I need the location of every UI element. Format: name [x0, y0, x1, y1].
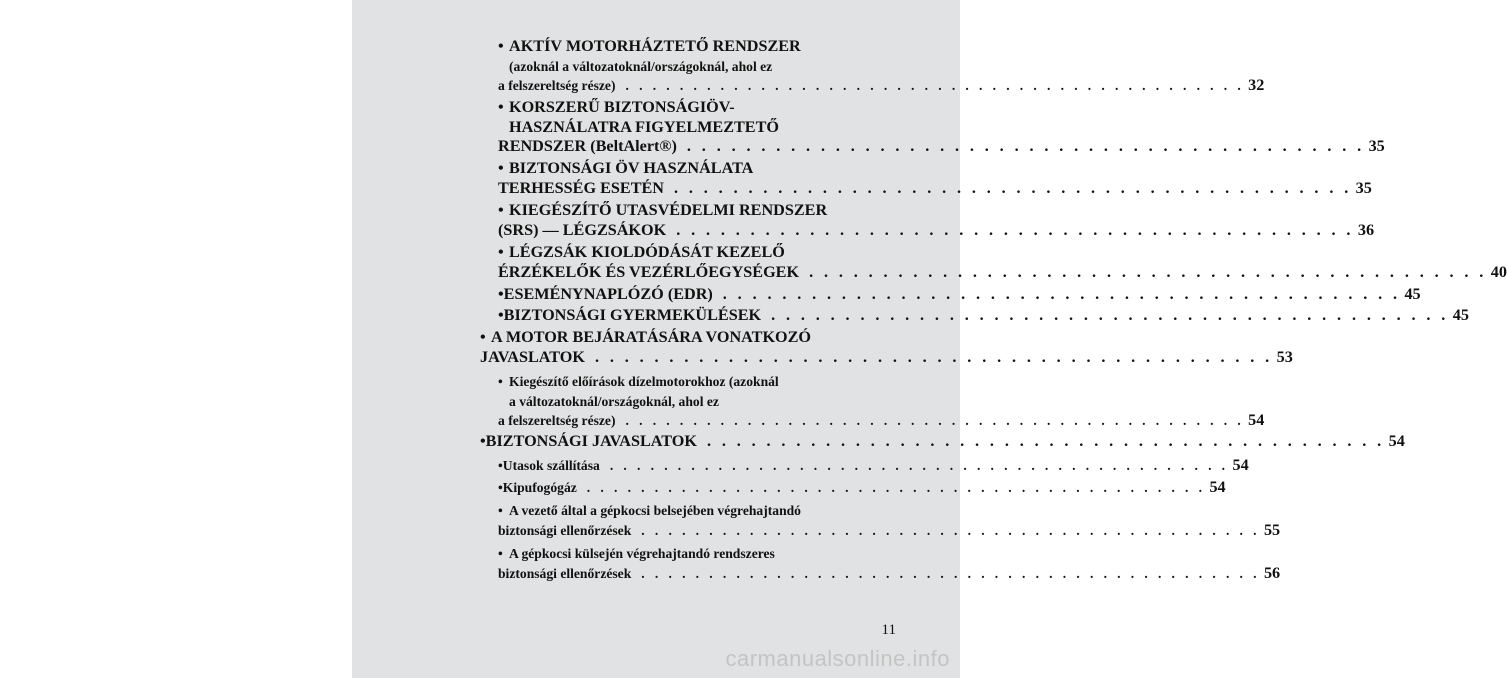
toc-page-number: 56	[1263, 563, 1281, 582]
toc-entry-title: biztonsági ellenőrzések	[498, 522, 632, 538]
toc-page-number: 40	[1490, 262, 1507, 281]
toc-entry-title: JAVASLATOK	[480, 347, 585, 366]
dot-leader: . . . . . . . . . . . . . . . . . . . . . . . . . . . . . . . . . . . . . . . . . . . . . .	[625, 78, 1245, 93]
toc-entry-title: KORSZERŰ BIZTONSÁGIÖV-	[509, 98, 735, 116]
toc-page-number: 54	[1232, 456, 1249, 474]
toc-entry-title: A MOTOR BEJÁRATÁSÁRA VONATKOZÓ	[491, 328, 812, 346]
toc-page-number: 55	[1263, 520, 1281, 539]
dot-leader: . . . . . . . . . . . . . . . . . . . . . . . . . . . . . . . . . . . . . . . . . . . . . .	[586, 480, 1206, 495]
toc-entry-title: KIEGÉSZÍTŐ UTASVÉDELMI RENDSZER	[509, 201, 828, 219]
toc-entry-title: AKTÍV MOTORHÁZTETŐ RENDSZER	[509, 37, 801, 55]
bullet: •	[498, 201, 504, 219]
bullet: •	[498, 480, 503, 495]
toc-page-number: 45	[1452, 306, 1469, 324]
toc-entry-title: biztonsági ellenőrzések	[498, 565, 632, 581]
toc-entry-gyermekulesek[interactable]	[498, 306, 1469, 326]
toc-entry-title: Kiegészítő előírások dízelmotorokhoz (azoknál	[509, 374, 779, 389]
toc-entry-biztonsagi-javaslatok[interactable]	[480, 432, 1405, 452]
toc-entry-title: RENDSZER (BeltAlert®)	[498, 137, 677, 155]
toc-entry-motor-bejaratas[interactable]	[480, 328, 1293, 367]
toc-entry-belso-ellenorzesek[interactable]	[498, 501, 1281, 540]
dot-leader: . . . . . . . . . . . . . . . . . . . . . . . . . . . . . . . . . . . . . . . . . . . . . .	[625, 413, 1245, 428]
dot-leader: . . . . . . . . . . . . . . . . . . . . . . . . . . . . . . . . . . . . . . . . . . . . . .	[771, 306, 1449, 324]
dot-leader: . . . . . . . . . . . . . . . . . . . . . . . . . . . . . . . . . . . . . . . . . . . . . .	[722, 285, 1401, 303]
bullet: •	[498, 159, 504, 177]
toc-page	[352, 0, 1507, 678]
toc-entry-title: BIZTONSÁGI ÖV HASZNÁLATA	[509, 159, 754, 177]
toc-entry-title: ESEMÉNYNAPLÓZÓ (EDR)	[503, 285, 713, 303]
toc-entry-title: BIZTONSÁGI JAVASLATOK	[485, 432, 697, 450]
toc-entry-aktiv-motorhazteto[interactable]	[498, 37, 1265, 96]
toc-entry-title: ÉRZÉKELŐK ÉS VEZÉRLŐEGYSÉGEK	[498, 262, 800, 281]
bullet: •	[498, 458, 503, 473]
toc-entry-terhesseg[interactable]	[498, 159, 1372, 198]
toc-entry-title: LÉGZSÁK KIOLDÓDÁSÁT KEZELŐ	[509, 243, 785, 261]
bullet: •	[498, 98, 504, 116]
toc-entry-title: a változatoknál/országoknál, ahol ez	[509, 393, 719, 409]
toc-entry-title: TERHESSÉG ESETÉN	[498, 178, 664, 197]
toc-entry-utasok-szallitasa[interactable]	[498, 456, 1249, 476]
toc-entry-dizelmotorok[interactable]	[498, 372, 1265, 431]
bullet: •	[498, 243, 504, 261]
table-of-contents	[352, 0, 1507, 678]
toc-page-number: 36	[1357, 220, 1375, 239]
bullet: •	[498, 374, 503, 389]
toc-entry-edr[interactable]	[498, 285, 1421, 305]
bullet: •	[498, 546, 503, 561]
toc-entry-kulso-ellenorzesek[interactable]	[498, 544, 1281, 583]
dot-leader: . . . . . . . . . . . . . . . . . . . . . . . . . . . . . . . . . . . . . . . . . . . . . .	[594, 347, 1273, 366]
toc-page-number: 53	[1276, 347, 1293, 366]
toc-entry-legzsak-erzekelok[interactable]	[498, 243, 1507, 282]
bullet: •	[498, 285, 504, 303]
dot-leader: . . . . . . . . . . . . . . . . . . . . . . . . . . . . . . . . . . . . . . . . . . . . . .	[686, 137, 1365, 155]
toc-page-number: 54	[1388, 432, 1405, 450]
toc-entry-title: HASZNÁLATRA FIGYELMEZTETŐ	[509, 117, 779, 136]
toc-entry-title: Kipufogógáz	[502, 480, 577, 495]
bullet: •	[480, 328, 486, 346]
bullet: •	[480, 432, 486, 450]
toc-entry-title: (SRS) — LÉGZSÁKOK	[498, 220, 667, 239]
toc-page-number: 54	[1209, 478, 1226, 496]
toc-entry-srs-legzsakok[interactable]	[498, 201, 1375, 240]
bullet: •	[498, 503, 503, 518]
toc-page-number: 35	[1368, 137, 1385, 155]
dot-leader: . . . . . . . . . . . . . . . . . . . . . . . . . . . . . . . . . . . . . . . . . . . . . .	[676, 220, 1354, 239]
toc-entry-title: A vezető által a gépkocsi belsejében végrehajtandó	[509, 503, 801, 518]
bullet: •	[498, 37, 504, 55]
toc-page-number: 35	[1355, 178, 1372, 197]
toc-page-number: 32	[1248, 76, 1265, 94]
dot-leader: . . . . . . . . . . . . . . . . . . . . . . . . . . . . . . . . . . . . . . . . . . . . . .	[674, 178, 1352, 197]
toc-entry-beltalert[interactable]	[498, 98, 1385, 157]
watermark-text: carmanualsonline.info	[725, 646, 950, 671]
toc-entry-title: a felszereltség része)	[498, 78, 616, 93]
dot-leader: . . . . . . . . . . . . . . . . . . . . . . . . . . . . . . . . . . . . . . . . . . . . . .	[706, 432, 1385, 450]
toc-entry-title: BIZTONSÁGI GYERMEKÜLÉSEK	[503, 306, 762, 324]
toc-entry-title: (azoknál a változatoknál/országoknál, ahol ez	[509, 58, 773, 74]
toc-page-number: 45	[1404, 285, 1421, 303]
blank-left-area	[0, 0, 352, 678]
toc-entry-title: A gépkocsi külsején végrehajtandó rendszeres	[509, 546, 775, 561]
toc-entry-title: a felszereltség része)	[498, 413, 616, 428]
bullet: •	[498, 306, 504, 324]
dot-leader: . . . . . . . . . . . . . . . . . . . . . . . . . . . . . . . . . . . . . . . . . . . . . .	[641, 522, 1260, 538]
dot-leader: . . . . . . . . . . . . . . . . . . . . . . . . . . . . . . . . . . . . . . . . . . . . . .	[809, 262, 1487, 281]
toc-page-number: 54	[1248, 411, 1265, 429]
toc-entry-kipufogogaz[interactable]	[498, 478, 1226, 498]
toc-entry-title: Utasok szállítása	[502, 458, 600, 473]
dot-leader: . . . . . . . . . . . . . . . . . . . . . . . . . . . . . . . . . . . . . . . . . . . . . .	[641, 565, 1260, 581]
page-number: 11	[881, 622, 896, 638]
dot-leader: . . . . . . . . . . . . . . . . . . . . . . . . . . . . . . . . . . . . . . . . . . . . . .	[609, 458, 1229, 473]
